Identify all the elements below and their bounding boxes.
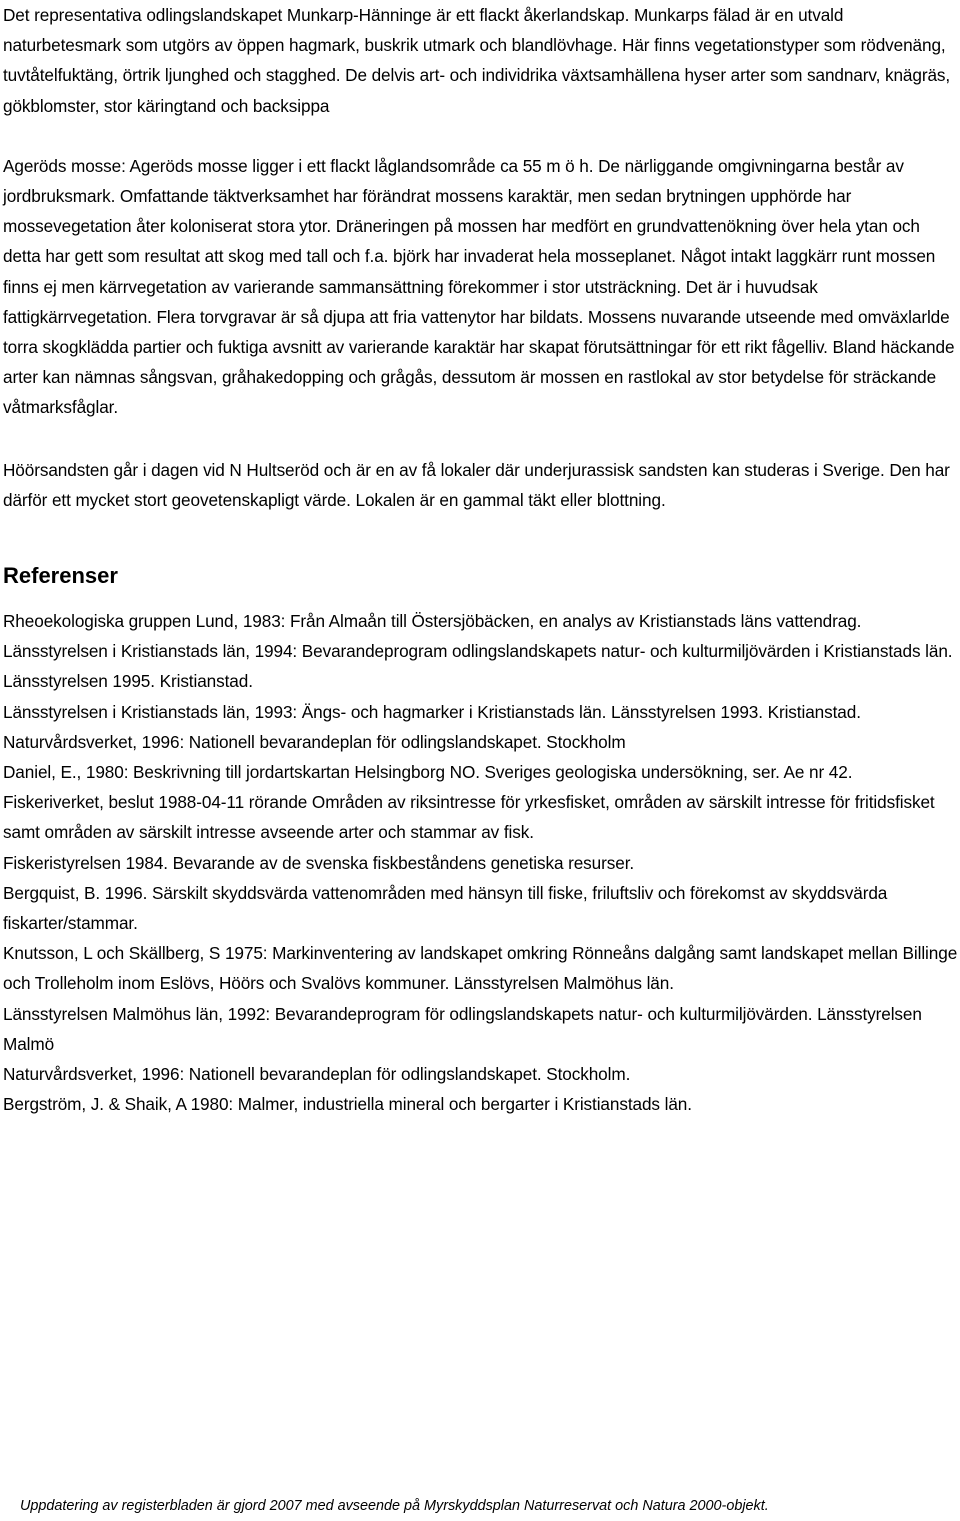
- references-list: [3, 606, 959, 1119]
- reference-item: Fiskeristyrelsen 1984. Bevarande av de svenska fiskbeståndens genetiska resurser.: [3, 852, 635, 873]
- spacer: [3, 515, 959, 561]
- reference-item: Daniel, E., 1980: Beskrivning till jordartskartan Helsingborg NO. Sveriges geologiska undersökning, ser. Ae nr 42.: [3, 762, 853, 783]
- reference-item: Bergquist, B. 1996. Särskilt skyddsvärda vattenområden med hänsyn till fiske, friluftsliv och förekomst av skyddsvärda fiskarter/stammar.: [3, 882, 888, 934]
- document-page: [3, 0, 959, 1120]
- paragraph-munkarp: Det representativa odlingslandskapet Munkarp-Hänninge är ett flackt åkerlandskap. Munkarps fälad är en utvald naturbetesmark som utgörs av öppen hagmark, buskrik utmark och blandlövhage. Här finns vegetationstyper som rödvenäng, tuvtåtelfuktäng, örtrik ljunghed och stagghed. De delvis art- och individrika växtsamhällena hyser arter som sandnarv, knägräs, gökblomster, stor käringtand och backsippa: [3, 5, 951, 116]
- spacer: [3, 423, 959, 455]
- page-footer: Uppdatering av registerbladen är gjord 2007 med avseende på Myrskyddsplan Naturreservat och Natura 2000-objekt.: [20, 1498, 769, 1514]
- references-heading: Referenser: [3, 563, 118, 589]
- reference-item: Rheoekologiska gruppen Lund, 1983: Från Almaån till Östersjöbäcken, en analys av Kristianstads läns vattendrag.: [3, 611, 862, 632]
- reference-item: Naturvårdsverket, 1996: Nationell bevarandeplan för odlingslandskapet. Stockholm.: [3, 1064, 631, 1085]
- reference-item: Bergström, J. & Shaik, A 1980: Malmer, industriella mineral och bergarter i Kristianstads län.: [3, 1094, 692, 1115]
- paragraph-agerods-mosse: Ageröds mosse: Ageröds mosse ligger i ett flackt låglandsområde ca 55 m ö h. De närliggande omgivningarna består av jordbruksmark. Omfattande täktverksamhet har förändrat mossens karaktär, men sedan brytningen upphörde har mossevegetation åter koloniserat stora ytor. Dräneringen på mossen har medfört en grundvattenökning över hela ytan och detta har gett som resultat att skog med tall och f.a. björk har invaderat hela mosseplanet. Något intakt laggkärr runt mossen finns ej men kärrvegetation av varierande sammansättning förekommer i stor utsträckning. Det är i huvudsak fattigkärrvegetation. Flera torvgravar är så djupa att fria vattenytor har bildats. Mossens nuvarande utseende med omväxlarlde torra skogklädda partier och fuktiga avsnitt av varierande karaktär har skapat förutsättningar för ett rikt fågelliv. Bland häckande arter kan nämnas sångsvan, gråhakedopping och grågås, dessutom är mossen en rastlokal av stor betydelse för sträckande våtmarksfåglar.: [3, 155, 955, 418]
- paragraph-hoorsandsten: Höörsandsten går i dagen vid N Hultseröd och är en av få lokaler där underjurassisk sandsten kan studeras i Sverige. Den har därför ett mycket stort geovetenskapligt värde. Lokalen är en gammal täkt eller blottning.: [3, 459, 950, 510]
- reference-item: Knutsson, L och Skällberg, S 1975: Markinventering av landskapet omkring Rönneåns dalgång samt landskapet mellan Billinge och Trolleholm inom Eslövs, Höörs och Svalövs kommuner. Länsstyrelsen Malmöhus län.: [3, 943, 958, 994]
- spacer: [3, 591, 959, 606]
- spacer: [3, 121, 959, 151]
- reference-item: Fiskeriverket, beslut 1988-04-11 rörande Områden av riksintresse för yrkesfisket, områden av särskilt intresse för fritidsfisket samt områden av särskilt intresse avseende arter och stammar av fisk.: [3, 792, 935, 843]
- reference-item: Länsstyrelsen Malmöhus län, 1992: Bevarandeprogram för odlingslandskapets natur- och kulturmiljövärden. Länsstyrelsen Malmö: [3, 1003, 922, 1054]
- reference-item: Länsstyrelsen i Kristianstads län, 1993: Ängs- och hagmarker i Kristianstads län. Länsstyrelsen 1993. Kristianstad.: [3, 701, 861, 722]
- reference-item: Länsstyrelsen i Kristianstads län, 1994: Bevarandeprogram odlingslandskapets natur- och kulturmiljövärden i Kristianstads län. Länsstyrelsen 1995. Kristianstad.: [3, 641, 953, 692]
- reference-item: Naturvårdsverket, 1996: Nationell bevarandeplan för odlingslandskapet. Stockholm: [3, 731, 626, 752]
